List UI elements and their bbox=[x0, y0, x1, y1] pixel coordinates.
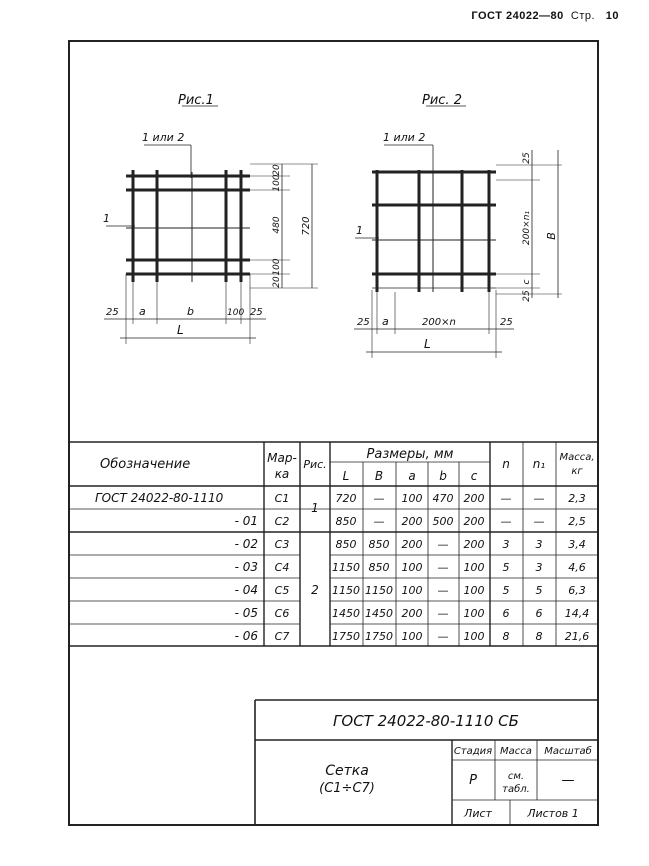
cell-mark: С6 bbox=[274, 607, 290, 620]
hdr-designation: Обозначение bbox=[100, 457, 191, 472]
hdr-L: L bbox=[342, 469, 350, 483]
cell-a: 100 bbox=[401, 630, 423, 643]
fig1-dim-right-3: 480 bbox=[272, 216, 282, 234]
cell-b: 470 bbox=[432, 492, 454, 505]
header-page-label: Стр. bbox=[570, 10, 596, 22]
cell-mass: 4,6 bbox=[568, 561, 586, 574]
cell-B: 850 bbox=[368, 538, 390, 551]
hdr-a: a bbox=[408, 469, 416, 483]
cell-mark: С2 bbox=[274, 515, 290, 528]
cell-mass: 21,6 bbox=[564, 630, 590, 643]
cell-a: 200 bbox=[401, 515, 423, 528]
cell-c: 200 bbox=[463, 538, 485, 551]
cell-c: 100 bbox=[463, 607, 485, 620]
cell-B: — bbox=[373, 492, 385, 505]
cell-a: 100 bbox=[401, 492, 423, 505]
hdr-b: b bbox=[439, 469, 447, 483]
hdr-mass-2: кг bbox=[571, 466, 583, 477]
cell-designation: ГОСТ 24022-80-1110 bbox=[95, 491, 224, 505]
cell-c: 100 bbox=[463, 630, 485, 643]
mass-value-2: табл. bbox=[502, 784, 530, 795]
cell-n1: 5 bbox=[535, 584, 543, 597]
cell-L: 1450 bbox=[332, 607, 360, 620]
cell-B: 1450 bbox=[365, 607, 393, 620]
cell-mass: 2,3 bbox=[568, 492, 586, 505]
cell-a: 100 bbox=[401, 561, 423, 574]
cell-L: 1150 bbox=[332, 584, 360, 597]
cell-b: — bbox=[437, 538, 449, 551]
fig1-leader-top: 1 или 2 bbox=[142, 131, 185, 144]
fig1-dim-right-5: 20 bbox=[272, 276, 282, 288]
cell-n1: — bbox=[533, 515, 545, 528]
cell-n1: 8 bbox=[535, 630, 543, 643]
hdr-mass-1: Масса, bbox=[559, 452, 595, 463]
doc-name-line2: (С1÷С7) bbox=[319, 781, 375, 796]
cell-b: — bbox=[437, 584, 449, 597]
cell-n: — bbox=[500, 492, 512, 505]
cell-designation: - 06 bbox=[234, 629, 258, 643]
fig2-dim-right-3: c bbox=[522, 279, 532, 285]
cell-B: — bbox=[373, 515, 385, 528]
cell-designation: - 02 bbox=[234, 537, 258, 551]
fig2-title: Рис. 2 bbox=[422, 93, 462, 108]
cell-designation: - 05 bbox=[234, 606, 258, 620]
cell-L: 1150 bbox=[332, 561, 360, 574]
cell-B: 1750 bbox=[365, 630, 393, 643]
cell-n: 6 bbox=[502, 607, 510, 620]
fig1-dim-total: 720 bbox=[301, 216, 312, 236]
cell-n1: 3 bbox=[535, 561, 543, 574]
cell-mass: 2,5 bbox=[568, 515, 586, 528]
cell-mark: С4 bbox=[274, 561, 290, 574]
cell-mark: С3 bbox=[274, 538, 290, 551]
fig-group-1: 1 bbox=[311, 501, 319, 515]
hdr-sizes: Размеры, мм bbox=[366, 447, 454, 462]
cell-b: 500 bbox=[432, 515, 454, 528]
fig1-title: Рис.1 bbox=[178, 93, 214, 108]
cell-B: 850 bbox=[368, 561, 390, 574]
cell-designation: - 01 bbox=[234, 514, 258, 528]
fig1-dim-bottom-5: 25 bbox=[250, 307, 263, 318]
doc-name-line1: Сетка bbox=[325, 763, 369, 779]
fig2-dim-right-4: 25 bbox=[522, 290, 532, 302]
fig2-leader-left: 1 bbox=[356, 224, 363, 237]
cell-c: 100 bbox=[463, 584, 485, 597]
fig2-dim-right-1: 25 bbox=[522, 152, 532, 164]
cell-mass: 3,4 bbox=[568, 538, 586, 551]
sheets-label: Листов 1 bbox=[527, 807, 579, 820]
cell-n: 5 bbox=[502, 584, 510, 597]
cell-n: 8 bbox=[502, 630, 510, 643]
hdr-n1: n₁ bbox=[532, 457, 546, 471]
fig1-dim-bottom-1: 25 bbox=[106, 307, 119, 318]
doc-code: ГОСТ 24022-80-1110 СБ bbox=[333, 712, 519, 730]
fig1-dim-right-1: 20 bbox=[272, 164, 282, 176]
cell-b: — bbox=[437, 561, 449, 574]
cell-b: — bbox=[437, 630, 449, 643]
hdr-mark-2: ка bbox=[274, 467, 290, 481]
fig2-dim-total: B bbox=[545, 232, 558, 240]
fig2-dim-right-2: 200×n₁ bbox=[522, 210, 532, 246]
fig1-dim-length: L bbox=[177, 323, 184, 337]
cell-designation: - 03 bbox=[234, 560, 258, 574]
cell-c: 100 bbox=[463, 561, 485, 574]
hdr-mark-1: Мар- bbox=[267, 451, 297, 465]
sheet-label: Лист bbox=[464, 807, 492, 820]
scale-value: — bbox=[561, 773, 575, 788]
cell-a: 100 bbox=[401, 584, 423, 597]
cell-L: 850 bbox=[335, 515, 357, 528]
fig1-dim-bottom-3: b bbox=[187, 305, 194, 318]
fig2-dim-bottom-4: 25 bbox=[500, 317, 513, 328]
cell-a: 200 bbox=[401, 538, 423, 551]
cell-n1: 3 bbox=[535, 538, 543, 551]
cell-mass: 14,4 bbox=[564, 607, 590, 620]
header-page-number: 10 bbox=[605, 10, 619, 22]
cell-n: 3 bbox=[502, 538, 510, 551]
fig1-dim-bottom-4: 100 bbox=[227, 308, 245, 318]
hdr-c: c bbox=[470, 469, 478, 483]
cell-mark: С1 bbox=[274, 492, 290, 505]
cell-c: 200 bbox=[463, 492, 485, 505]
fig2-leader-top: 1 или 2 bbox=[383, 131, 426, 144]
cell-L: 1750 bbox=[332, 630, 360, 643]
fig1-leader-left: 1 bbox=[103, 212, 110, 225]
mass-label: Масса bbox=[500, 746, 532, 757]
mass-value-1: см. bbox=[507, 771, 525, 782]
fig1-dim-right-4: 100 bbox=[272, 258, 282, 276]
cell-mark: С5 bbox=[274, 584, 290, 597]
hdr-B: B bbox=[374, 469, 384, 483]
cell-n1: 6 bbox=[535, 607, 543, 620]
stage-label: Стадия bbox=[453, 746, 493, 757]
fig1-dim-bottom-2: a bbox=[139, 305, 146, 318]
cell-L: 850 bbox=[335, 538, 357, 551]
cell-mark: С7 bbox=[274, 630, 290, 643]
cell-c: 200 bbox=[463, 515, 485, 528]
hdr-n: n bbox=[502, 457, 510, 471]
cell-a: 200 bbox=[401, 607, 423, 620]
cell-B: 1150 bbox=[365, 584, 393, 597]
cell-designation: - 04 bbox=[234, 583, 258, 597]
cell-n: 5 bbox=[502, 561, 510, 574]
fig1-dim-right-2: 100 bbox=[272, 174, 282, 192]
cell-n1: — bbox=[533, 492, 545, 505]
fig2-dim-length: L bbox=[424, 337, 431, 351]
cell-mass: 6,3 bbox=[568, 584, 586, 597]
fig-group-2: 2 bbox=[311, 583, 319, 597]
cell-L: 720 bbox=[335, 492, 357, 505]
header-standard: ГОСТ 24022—80 bbox=[471, 10, 564, 22]
cell-n: — bbox=[500, 515, 512, 528]
fig2-dim-bottom-3: 200×n bbox=[422, 317, 456, 328]
scale-label: Масштаб bbox=[544, 746, 592, 757]
fig2-dim-bottom-2: a bbox=[382, 315, 389, 328]
fig2-dim-bottom-1: 25 bbox=[357, 317, 370, 328]
hdr-fig: Рис. bbox=[303, 458, 327, 471]
stage-value: Р bbox=[469, 773, 477, 788]
cell-b: — bbox=[437, 607, 449, 620]
